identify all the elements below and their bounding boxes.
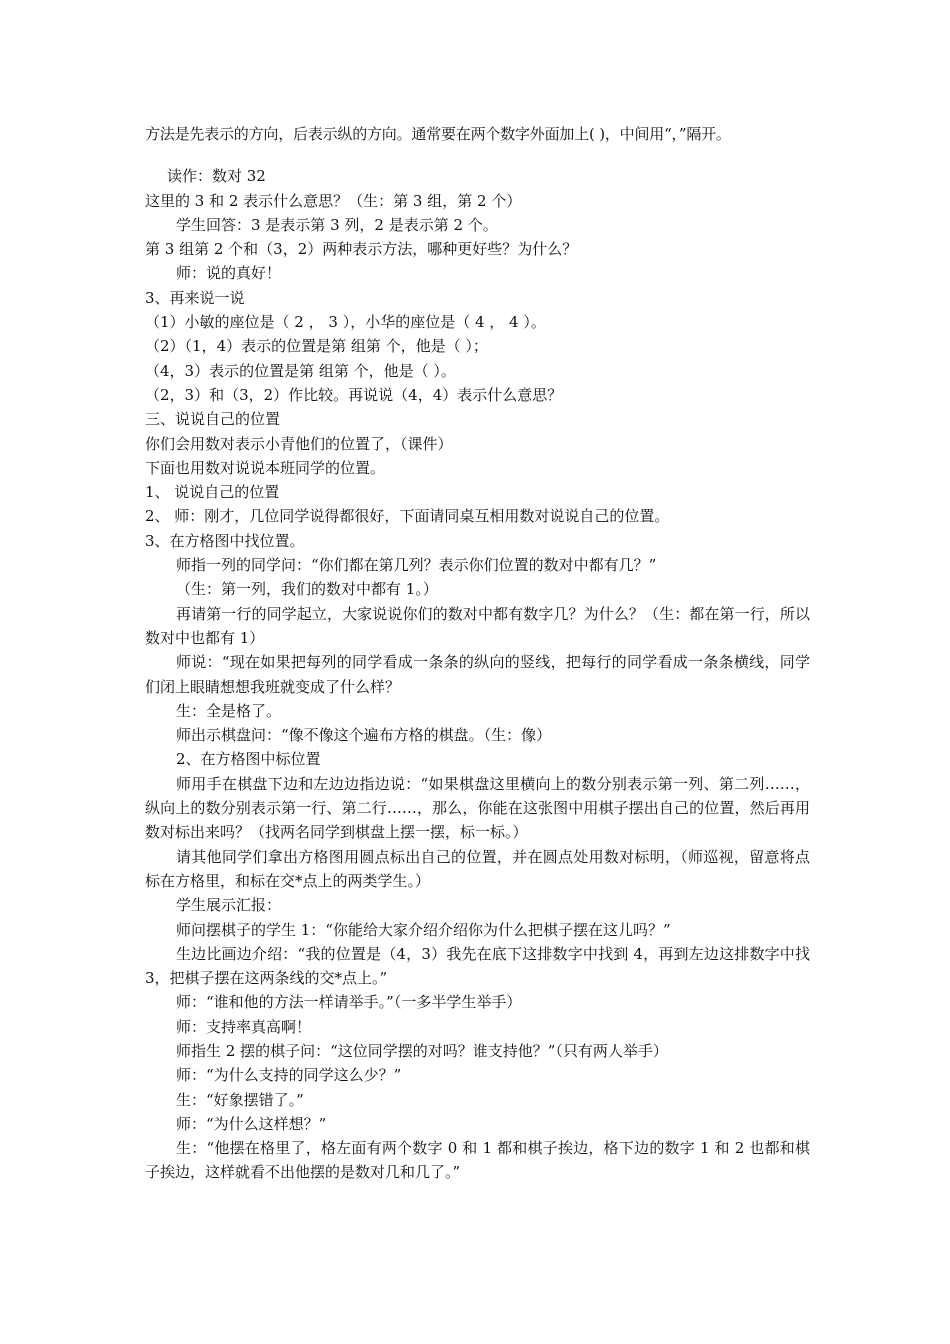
text-line: （4，3）表示的位置是第 组第 个，他是（ ）。 — [145, 361, 456, 380]
text-line: 方法是先表示的方向，后表示纵的方向。通常要在两个数字外面加上( )，中间用“，”隔开。 — [145, 125, 731, 143]
blank-line — [145, 146, 810, 164]
text-line: 这里的 3 和 2 表示什么意思？（生：第 3 组，第 2 个） — [145, 191, 522, 210]
section-heading: 三、说说自己的位置 — [145, 410, 281, 429]
text-line: 读作：数对 32 — [167, 167, 266, 186]
text-line: （1）小敏的座位是（ 2 ， 3 ），小华的座位是（ 4 ， 4 ）。 — [145, 313, 546, 332]
text-line: 师指生 2 摆的棋子问：“这位同学摆的对吗？谁支持他？”（只有两人举手） — [176, 1041, 668, 1060]
paragraph: 生边比画边介绍：“我的位置是（4，3）我先在底下这排数字中找到 4，再到左边这排数字中找 3，把棋子摆在这两条线的交*点上。” — [145, 944, 810, 988]
text-line: 师：支持率真高啊！ — [176, 1017, 312, 1036]
text-line: 生：全是格了。 — [176, 701, 282, 720]
text-line: （生：第一列，我们的数对中都有 1。） — [176, 580, 438, 599]
text-line: 师指一列的同学问：“你们都在第几列？表示你们位置的数对中都有几？” — [176, 556, 657, 575]
text-line: 3、在方格图中找位置。 — [145, 531, 305, 550]
text-line: 3、再来说一说 — [145, 288, 245, 307]
paragraph: 师说：“现在如果把每列的同学看成一条条的纵向的竖线，把每行的同学看成一条条横线，同学们闭上眼睛想想我班就变成了什么样？ — [145, 653, 810, 696]
paragraph: 请其他同学们拿出方格图用圆点标出自己的位置，并在圆点处用数对标明，（师巡视，留意将点标在方格里，和标在交*点上的两类学生。） — [145, 847, 810, 890]
text-line: 第 3 组第 2 个和（3，2）两种表示方法，哪种更好些？为什么？ — [145, 240, 578, 259]
text-line: （2）（1，4）表示的位置是第 组第 个，他是（ ）； — [145, 337, 488, 356]
paragraph: 生：“他摆在格里了，格左面有两个数字 0 和 1 都和棋子挨边，格下边的数字 1 和 2 也都和棋子挨边，这样就看不出他摆的是数对几和几了。” — [145, 1139, 810, 1182]
text-line: 2、在方格图中标位置 — [176, 750, 321, 769]
text-line: 师问摆棋子的学生 1：“你能给大家介绍介绍你为什么把棋子摆在这儿吗？” — [176, 920, 671, 939]
paragraph: 师用手在棋盘下边和左边边指边说：“如果棋盘这里横向上的数分别表示第一列、第二列……，纵向上的数分别表示第一行、第二行……，那么，你能在这张图中用棋子摆出自己的位置，然后再用数对标出来吗？（找两名同学到棋盘上摆一摆，标一标。） — [145, 774, 810, 842]
text-line: 师：“为什么这样想？” — [176, 1114, 327, 1133]
text-line: 1、 说说自己的位置 — [145, 483, 280, 502]
text-line: 师：说的真好！ — [176, 264, 282, 283]
text-line: 师：“为什么支持的同学这么少？” — [176, 1066, 402, 1085]
text-line: 学生展示汇报： — [176, 896, 282, 915]
text-line: 你们会用数对表示小青他们的位置了，（课件） — [145, 434, 453, 453]
paragraph: 再请第一行的同学起立，大家说说你们的数对中都有数字几？为什么？（生：都在第一行，所以数对中也都有 1） — [145, 604, 810, 647]
text-line: （2，3）和（3，2）作比较。再说说（4，4）表示什么意思？ — [145, 385, 563, 404]
text-line: 师：“谁和他的方法一样请举手。”（一多半学生举手） — [176, 993, 522, 1012]
text-line: 学生回答：3 是表示第 3 列，2 是表示第 2 个。 — [176, 215, 498, 234]
text-line: 下面也用数对说说本班同学的位置。 — [145, 458, 386, 477]
text-line: 师出示棋盘问：“像不像这个遍布方格的棋盘。（生：像） — [176, 726, 552, 745]
document-body — [145, 122, 810, 1185]
text-line: 生：“好象摆错了。” — [176, 1090, 304, 1109]
text-line: 2、 师：刚才，几位同学说得都很好，下面请同桌互相用数对说说自己的位置。 — [145, 507, 670, 526]
